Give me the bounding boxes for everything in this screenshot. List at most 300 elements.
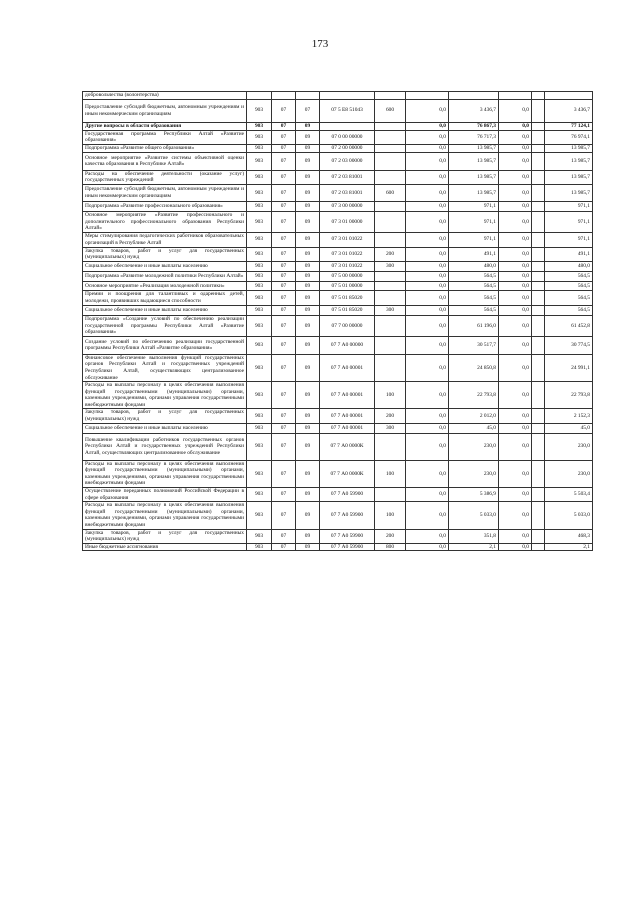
cell-subsection: 09	[296, 433, 320, 460]
cell-amount-1: 0,0	[406, 281, 449, 290]
cell-amount-4	[532, 502, 545, 529]
cell-amount-1: 0,0	[406, 271, 449, 281]
row-description: Иные бюджетные ассигнования	[83, 543, 247, 551]
cell-amount-1: 0,0	[406, 247, 449, 261]
cell-amount-3: 0,0	[499, 336, 532, 354]
cell-subsection: 09	[296, 261, 320, 271]
cell-amount-2: 30 517,7	[449, 336, 499, 354]
cell-subsection: 09	[296, 488, 320, 502]
cell-amount-1: 0,0	[406, 336, 449, 354]
cell-amount-3: 0,0	[499, 502, 532, 529]
cell-section: 07	[272, 184, 296, 201]
cell-target-article: 07 2 00 00000	[320, 144, 375, 152]
cell-amount-4	[532, 211, 545, 232]
cell-ministry-code: 903	[247, 170, 272, 184]
cell-amount-2: 351,8	[449, 529, 499, 543]
cell-section: 07	[272, 315, 296, 336]
row-description: Закупка товаров, работ и услуг для государственных (муниципальных) нужд	[83, 247, 247, 261]
row-description: добровольчества (волонтерства)	[83, 92, 247, 100]
cell-target-article: 07 3 01 01022	[320, 247, 375, 261]
cell-amount-2: 2,1	[449, 543, 499, 551]
cell-subsection: 09	[296, 336, 320, 354]
cell-expense-type	[375, 122, 406, 130]
cell-amount-3: 0,0	[499, 184, 532, 201]
cell-ministry-code: 903	[247, 488, 272, 502]
table-row	[83, 144, 593, 152]
cell-expense-type: 100	[375, 460, 406, 487]
table-row	[83, 261, 593, 271]
cell-amount-4	[532, 543, 545, 551]
cell-section: 07	[272, 271, 296, 281]
cell-expense-type	[375, 271, 406, 281]
cell-amount-1: 0,0	[406, 433, 449, 460]
cell-target-article: 07 7 А0 59900	[320, 543, 375, 551]
cell-expense-type: 200	[375, 409, 406, 423]
row-description: Расходы на выплаты персоналу в целях обеспечения выполнения функций государственными (муниципальными) органами, казенными учреждениями, органами управления государственными внебюджетными фондами	[83, 382, 247, 409]
cell-expense-type	[375, 488, 406, 502]
cell-amount-3: 0,0	[499, 488, 532, 502]
cell-section: 07	[272, 529, 296, 543]
cell-subsection: 09	[296, 232, 320, 247]
cell-amount-1: 0,0	[406, 529, 449, 543]
cell-expense-type	[375, 433, 406, 460]
cell-amount-5: 468,3	[545, 529, 593, 543]
cell-subsection: 09	[296, 409, 320, 423]
cell-ministry-code: 903	[247, 130, 272, 144]
cell-subsection: 09	[296, 247, 320, 261]
cell-section: 07	[272, 502, 296, 529]
cell-target-article: 07 3 01 00000	[320, 211, 375, 232]
cell-amount-2: 480,0	[449, 261, 499, 271]
cell-target-article: 07 2 03 00000	[320, 152, 375, 170]
cell-amount-4	[532, 261, 545, 271]
cell-target-article: 07 7 А0 00001	[320, 423, 375, 433]
table-row	[83, 170, 593, 184]
table-row	[83, 382, 593, 409]
cell-amount-5: 491,1	[545, 247, 593, 261]
cell-amount-3: 0,0	[499, 460, 532, 487]
cell-amount-2	[449, 92, 499, 100]
cell-ministry-code: 903	[247, 261, 272, 271]
cell-amount-5: 971,1	[545, 201, 593, 211]
cell-target-article: 07 7 00 00000	[320, 315, 375, 336]
cell-ministry-code: 903	[247, 315, 272, 336]
cell-section: 07	[272, 281, 296, 290]
cell-ministry-code: 903	[247, 184, 272, 201]
cell-target-article	[320, 92, 375, 100]
budget-table	[82, 91, 593, 551]
cell-target-article: 07 3 00 00000	[320, 201, 375, 211]
cell-expense-type: 600	[375, 184, 406, 201]
cell-section: 07	[272, 152, 296, 170]
cell-amount-1: 0,0	[406, 144, 449, 152]
cell-amount-5: 230,0	[545, 460, 593, 487]
row-description: Расходы на выплаты персоналу в целях обеспечения выполнения функций государственными (муниципальными) органами, казенными учреждениями, органами управления государственными внебюджетными фондами	[83, 502, 247, 529]
cell-amount-5: 77 124,1	[545, 122, 593, 130]
cell-expense-type: 800	[375, 543, 406, 551]
row-description: Социальное обеспечение и иные выплаты населению	[83, 423, 247, 433]
cell-amount-3: 0,0	[499, 122, 532, 130]
cell-ministry-code: 903	[247, 290, 272, 305]
cell-amount-4	[532, 271, 545, 281]
cell-amount-1: 0,0	[406, 201, 449, 211]
cell-expense-type	[375, 354, 406, 381]
cell-ministry-code: 903	[247, 99, 272, 122]
cell-amount-2: 971,1	[449, 201, 499, 211]
cell-amount-5: 564,5	[545, 281, 593, 290]
cell-amount-4	[532, 354, 545, 381]
cell-amount-4	[532, 130, 545, 144]
cell-amount-2: 22 793,8	[449, 382, 499, 409]
cell-ministry-code	[247, 92, 272, 100]
cell-target-article: 07 3 01 01022	[320, 261, 375, 271]
cell-amount-5: 13 985,7	[545, 152, 593, 170]
cell-amount-4	[532, 152, 545, 170]
cell-amount-4	[532, 184, 545, 201]
cell-amount-3: 0,0	[499, 543, 532, 551]
table-row	[83, 211, 593, 232]
cell-amount-4	[532, 281, 545, 290]
cell-subsection: 09	[296, 502, 320, 529]
cell-amount-1: 0,0	[406, 543, 449, 551]
table-row	[83, 201, 593, 211]
cell-amount-1: 0,0	[406, 488, 449, 502]
cell-ministry-code: 903	[247, 543, 272, 551]
cell-ministry-code: 903	[247, 211, 272, 232]
cell-target-article: 07 7 А0 59900	[320, 488, 375, 502]
cell-amount-2: 5 033,0	[449, 502, 499, 529]
cell-ministry-code: 903	[247, 247, 272, 261]
cell-amount-4	[532, 144, 545, 152]
cell-amount-2: 971,1	[449, 211, 499, 232]
cell-subsection: 09	[296, 315, 320, 336]
cell-amount-2: 13 985,7	[449, 144, 499, 152]
cell-amount-3: 0,0	[499, 170, 532, 184]
cell-subsection: 09	[296, 529, 320, 543]
cell-amount-4	[532, 460, 545, 487]
cell-amount-3: 0,0	[499, 99, 532, 122]
cell-amount-5: 30 774,5	[545, 336, 593, 354]
cell-amount-2: 564,5	[449, 271, 499, 281]
cell-amount-1: 0,0	[406, 409, 449, 423]
cell-target-article: 07 5 01 85020	[320, 305, 375, 315]
cell-amount-2: 13 985,7	[449, 152, 499, 170]
cell-target-article: 07 5 E8 51043	[320, 99, 375, 122]
row-description: Премии и поощрения для талантливых и одаренных детей, молодежи, проявивших выдающиеся способности	[83, 290, 247, 305]
table-row	[83, 247, 593, 261]
cell-ministry-code: 903	[247, 144, 272, 152]
cell-amount-4	[532, 99, 545, 122]
cell-section: 07	[272, 261, 296, 271]
row-description: Создание условий по обеспечению реализации государственной программы Республики Алтай «Развитие образования»	[83, 336, 247, 354]
cell-amount-5: 76 974,1	[545, 130, 593, 144]
cell-subsection: 09	[296, 423, 320, 433]
cell-target-article: 07 3 01 01022	[320, 232, 375, 247]
cell-amount-4	[532, 305, 545, 315]
cell-expense-type	[375, 152, 406, 170]
cell-expense-type	[375, 211, 406, 232]
cell-amount-4	[532, 92, 545, 100]
table-row	[83, 232, 593, 247]
row-description: Государственная программа Республики Алтай «Развитие образования»	[83, 130, 247, 144]
cell-ministry-code: 903	[247, 232, 272, 247]
cell-ministry-code: 903	[247, 423, 272, 433]
cell-amount-4	[532, 232, 545, 247]
cell-amount-1: 0,0	[406, 99, 449, 122]
cell-ministry-code: 903	[247, 336, 272, 354]
cell-amount-1: 0,0	[406, 382, 449, 409]
table-row	[83, 336, 593, 354]
table-row	[83, 122, 593, 130]
cell-section: 07	[272, 170, 296, 184]
cell-amount-5: 2,1	[545, 543, 593, 551]
cell-subsection: 09	[296, 281, 320, 290]
cell-amount-5: 22 793,8	[545, 382, 593, 409]
cell-subsection: 09	[296, 460, 320, 487]
cell-target-article: 07 0 00 00000	[320, 130, 375, 144]
cell-amount-5: 13 985,7	[545, 144, 593, 152]
cell-amount-5: 971,1	[545, 211, 593, 232]
cell-amount-3: 0,0	[499, 305, 532, 315]
cell-amount-2: 2 012,0	[449, 409, 499, 423]
row-description: Основное мероприятие «Развитие системы объективной оценки качества образования в Республике Алтай»	[83, 152, 247, 170]
cell-amount-3: 0,0	[499, 409, 532, 423]
cell-amount-1: 0,0	[406, 460, 449, 487]
cell-amount-5: 5 033,0	[545, 502, 593, 529]
cell-amount-4	[532, 290, 545, 305]
cell-amount-4	[532, 423, 545, 433]
cell-subsection: 09	[296, 170, 320, 184]
cell-ministry-code: 903	[247, 122, 272, 130]
row-description: Осуществление переданных полномочий Российской Федерации в сфере образования	[83, 488, 247, 502]
cell-amount-2: 564,5	[449, 305, 499, 315]
cell-amount-2: 76 867,3	[449, 122, 499, 130]
cell-section: 07	[272, 247, 296, 261]
cell-amount-3: 0,0	[499, 354, 532, 381]
cell-section: 07	[272, 232, 296, 247]
cell-amount-1: 0,0	[406, 184, 449, 201]
cell-amount-3: 0,0	[499, 382, 532, 409]
cell-subsection: 09	[296, 305, 320, 315]
cell-amount-2: 61 196,0	[449, 315, 499, 336]
cell-amount-2: 45,0	[449, 423, 499, 433]
cell-subsection: 09	[296, 290, 320, 305]
cell-amount-1: 0,0	[406, 170, 449, 184]
cell-target-article: 07 5 00 00000	[320, 271, 375, 281]
cell-expense-type: 300	[375, 261, 406, 271]
cell-amount-2: 13 985,7	[449, 170, 499, 184]
cell-amount-4	[532, 433, 545, 460]
cell-amount-4	[532, 382, 545, 409]
cell-section: 07	[272, 354, 296, 381]
row-description: Социальное обеспечение и иные выплаты населению	[83, 261, 247, 271]
cell-amount-4	[532, 247, 545, 261]
row-description: Повышение квалификации работников государственных органов Республики Алтай и государственных учреждений Республики Алтай, осуществляющих централизованное обслуживание	[83, 433, 247, 460]
cell-ministry-code: 903	[247, 271, 272, 281]
cell-amount-2: 13 985,7	[449, 184, 499, 201]
cell-amount-1: 0,0	[406, 130, 449, 144]
cell-amount-1	[406, 92, 449, 100]
table-row	[83, 305, 593, 315]
cell-target-article: 07 7 А0 00000	[320, 336, 375, 354]
cell-amount-3: 0,0	[499, 232, 532, 247]
cell-amount-3: 0,0	[499, 261, 532, 271]
cell-amount-4	[532, 170, 545, 184]
row-description: Расходы на обеспечение деятельности (оказание услуг) государственных учреждений	[83, 170, 247, 184]
row-description: Подпрограмма «Развитие профессионального образования»	[83, 201, 247, 211]
row-description: Основное мероприятие «Развитие профессионального и дополнительного профессионального образования Республики Алтай»	[83, 211, 247, 232]
cell-subsection: 09	[296, 184, 320, 201]
cell-amount-5: 13 985,7	[545, 184, 593, 201]
table-row	[83, 281, 593, 290]
cell-amount-1: 0,0	[406, 232, 449, 247]
table-row	[83, 423, 593, 433]
row-description: Предоставление субсидий бюджетным, автономным учреждениям и иным некоммерческим организациям	[83, 184, 247, 201]
cell-section: 07	[272, 488, 296, 502]
cell-amount-5: 45,0	[545, 423, 593, 433]
cell-target-article: 07 5 01 00000	[320, 281, 375, 290]
cell-section: 07	[272, 290, 296, 305]
cell-expense-type: 300	[375, 423, 406, 433]
cell-amount-5: 971,1	[545, 232, 593, 247]
table-row	[83, 502, 593, 529]
cell-amount-5: 5 503,4	[545, 488, 593, 502]
table-row	[83, 130, 593, 144]
cell-expense-type: 100	[375, 382, 406, 409]
cell-amount-2: 230,0	[449, 460, 499, 487]
cell-amount-4	[532, 122, 545, 130]
cell-expense-type: 100	[375, 502, 406, 529]
cell-amount-1: 0,0	[406, 152, 449, 170]
cell-section: 07	[272, 382, 296, 409]
table-row	[83, 354, 593, 381]
cell-target-article: 07 7 А0 00001	[320, 409, 375, 423]
page-number: 173	[311, 38, 329, 50]
cell-subsection	[296, 92, 320, 100]
cell-amount-5: 564,5	[545, 290, 593, 305]
cell-expense-type	[375, 232, 406, 247]
table-body	[83, 92, 593, 551]
cell-amount-1: 0,0	[406, 305, 449, 315]
cell-amount-2: 971,1	[449, 232, 499, 247]
row-description: Социальное обеспечение и иные выплаты населению	[83, 305, 247, 315]
cell-amount-1: 0,0	[406, 261, 449, 271]
cell-target-article: 07 5 01 85020	[320, 290, 375, 305]
cell-ministry-code: 903	[247, 382, 272, 409]
cell-expense-type	[375, 290, 406, 305]
cell-subsection: 09	[296, 130, 320, 144]
cell-ministry-code: 903	[247, 305, 272, 315]
table-row	[83, 184, 593, 201]
cell-amount-4	[532, 488, 545, 502]
cell-subsection: 09	[296, 144, 320, 152]
table-row	[83, 290, 593, 305]
cell-amount-1: 0,0	[406, 502, 449, 529]
row-description: Меры стимулирования педагогических работников образовательных организаций в Республике Алтай	[83, 232, 247, 247]
cell-section: 07	[272, 201, 296, 211]
cell-amount-3: 0,0	[499, 201, 532, 211]
cell-amount-3: 0,0	[499, 529, 532, 543]
cell-subsection: 09	[296, 354, 320, 381]
cell-amount-3: 0,0	[499, 152, 532, 170]
cell-subsection: 09	[296, 201, 320, 211]
table-row	[83, 460, 593, 487]
cell-amount-2: 24 850,8	[449, 354, 499, 381]
cell-amount-1: 0,0	[406, 211, 449, 232]
cell-amount-2: 564,5	[449, 290, 499, 305]
cell-amount-5: 564,5	[545, 305, 593, 315]
cell-ministry-code: 903	[247, 354, 272, 381]
cell-amount-4	[532, 201, 545, 211]
cell-amount-1: 0,0	[406, 290, 449, 305]
cell-section: 07	[272, 211, 296, 232]
cell-ministry-code: 903	[247, 460, 272, 487]
cell-amount-3: 0,0	[499, 281, 532, 290]
cell-expense-type: 200	[375, 247, 406, 261]
cell-ministry-code: 903	[247, 201, 272, 211]
cell-amount-4	[532, 336, 545, 354]
cell-amount-3: 0,0	[499, 433, 532, 460]
cell-amount-3: 0,0	[499, 130, 532, 144]
cell-subsection: 09	[296, 152, 320, 170]
cell-ministry-code: 903	[247, 529, 272, 543]
cell-amount-3: 0,0	[499, 290, 532, 305]
table-row	[83, 409, 593, 423]
cell-amount-3: 0,0	[499, 144, 532, 152]
cell-amount-4	[532, 315, 545, 336]
cell-expense-type	[375, 144, 406, 152]
table-row	[83, 99, 593, 122]
cell-section: 07	[272, 336, 296, 354]
cell-subsection: 09	[296, 271, 320, 281]
cell-amount-2: 76 717,3	[449, 130, 499, 144]
cell-section: 07	[272, 122, 296, 130]
cell-subsection: 09	[296, 382, 320, 409]
table-row	[83, 152, 593, 170]
cell-ministry-code: 903	[247, 281, 272, 290]
cell-subsection: 09	[296, 211, 320, 232]
table-row	[83, 433, 593, 460]
cell-expense-type: 200	[375, 529, 406, 543]
row-description: Закупка товаров, работ и услуг для государственных (муниципальных) нужд	[83, 409, 247, 423]
cell-expense-type	[375, 336, 406, 354]
cell-section: 07	[272, 423, 296, 433]
cell-amount-5: 480,0	[545, 261, 593, 271]
cell-ministry-code: 903	[247, 502, 272, 529]
row-description: Подпрограмма «Развитие общего образования»	[83, 144, 247, 152]
cell-section: 07	[272, 305, 296, 315]
cell-section: 07	[272, 130, 296, 144]
cell-target-article: 07 2 03 81001	[320, 184, 375, 201]
row-description: Подпрограмма «Развитие молодежной политики Республики Алтай»	[83, 271, 247, 281]
cell-amount-3	[499, 92, 532, 100]
cell-amount-3: 0,0	[499, 315, 532, 336]
row-description: Расходы на выплаты персоналу в целях обеспечения выполнения функций государственными (муниципальными) органами, казенными учреждениями, органами управления государственными внебюджетными фондами	[83, 460, 247, 487]
cell-expense-type	[375, 170, 406, 184]
table-row	[83, 488, 593, 502]
cell-target-article: 07 7 А0 0000К	[320, 433, 375, 460]
cell-amount-5	[545, 92, 593, 100]
cell-amount-2: 564,5	[449, 281, 499, 290]
cell-expense-type	[375, 130, 406, 144]
cell-ministry-code: 903	[247, 409, 272, 423]
cell-subsection: 07	[296, 99, 320, 122]
cell-amount-3: 0,0	[499, 423, 532, 433]
row-description: Предоставление субсидий бюджетным, автономным учреждениям и иным некоммерческим организациям	[83, 99, 247, 122]
cell-subsection: 09	[296, 543, 320, 551]
cell-section	[272, 92, 296, 100]
cell-amount-1: 0,0	[406, 423, 449, 433]
